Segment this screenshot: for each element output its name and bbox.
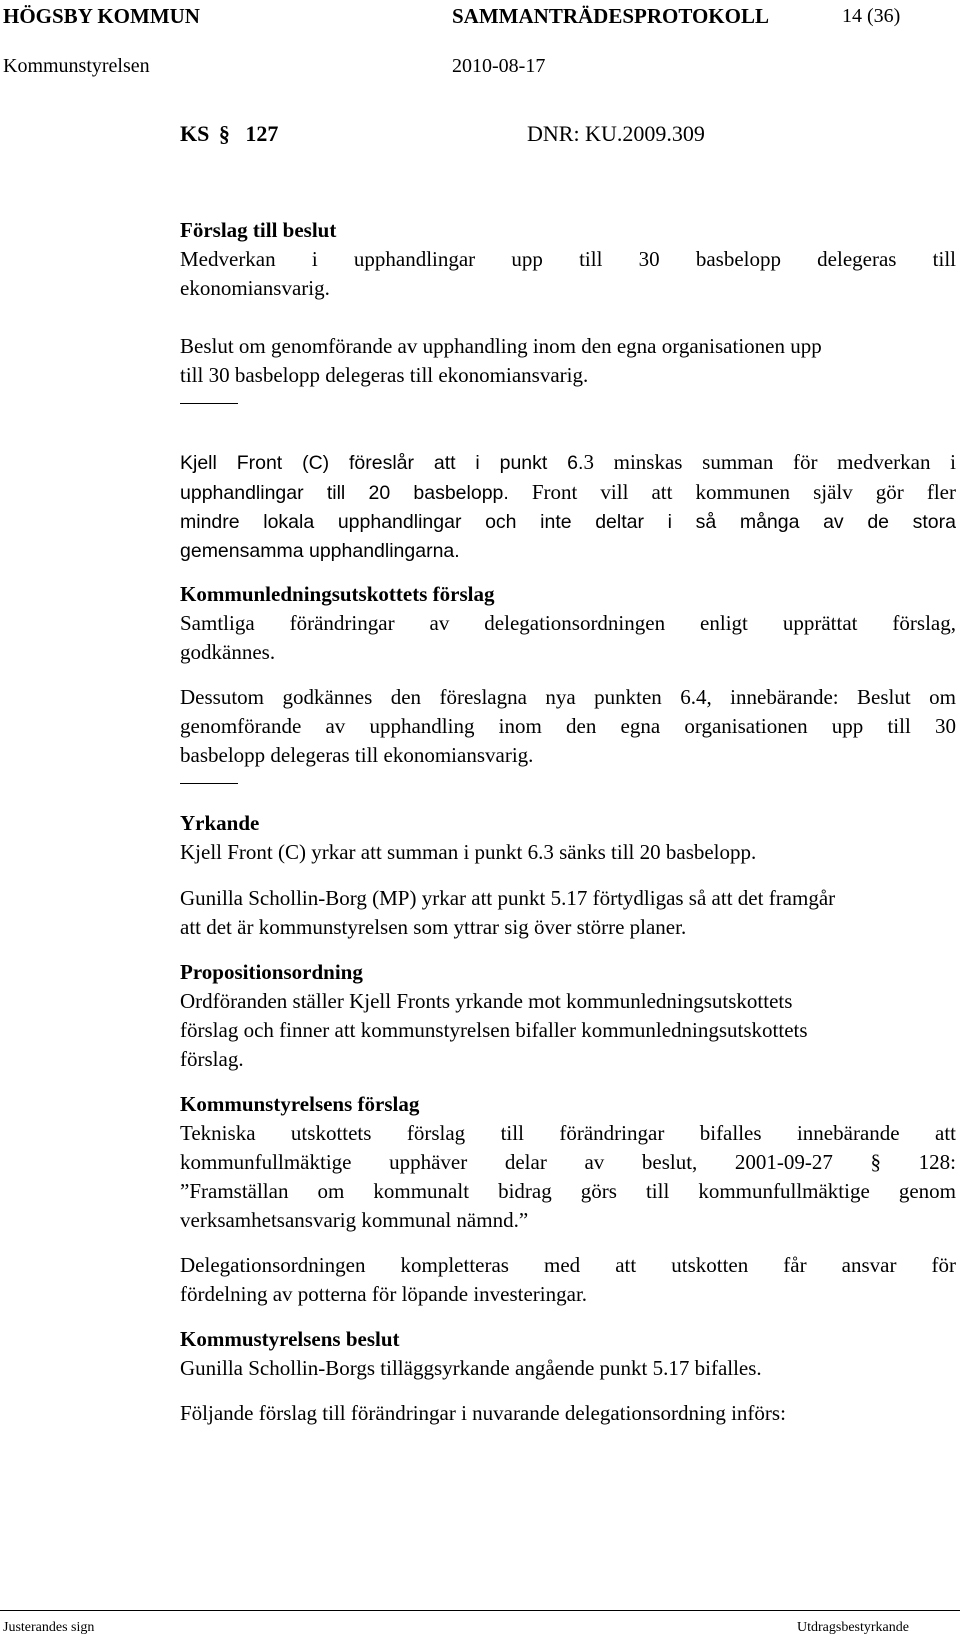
- paragraph-line: Samtliga förändringar av delegationsordningen enligt upprättat förslag,: [180, 611, 956, 635]
- heading-proposal: Förslag till beslut: [180, 218, 337, 242]
- footer-signature-label: Justerandes sign: [3, 1620, 95, 1635]
- paragraph-line: Kjell Front (C) föreslår att i punkt 6.3 minskas summan för medverkan i: [180, 450, 956, 474]
- meeting-date: 2010-08-17: [452, 55, 546, 77]
- paragraph-line: att det är kommunstyrelsen som yttrar sig över större planer.: [180, 915, 687, 939]
- paragraph-line: verksamhetsansvarig kommunal nämnd.”: [180, 1208, 529, 1232]
- paragraph-line: fördelning av potterna för löpande investeringar.: [180, 1282, 588, 1306]
- paragraph-line: mindre lokala upphandlingar och inte deltar i så många av de stora: [180, 511, 956, 533]
- heading-committee-proposal: Kommunledningsutskottets förslag: [180, 582, 495, 606]
- paragraph-line: kommunfullmäktige upphäver delar av beslut, 2001-09-27 § 128:: [180, 1150, 956, 1174]
- paragraph-line: godkännes.: [180, 640, 276, 664]
- paragraph-line: upphandlingar till 20 basbelopp. Front vill att kommunen själv gör fler: [180, 480, 956, 504]
- page-number: 14 (36): [842, 5, 901, 27]
- paragraph-line: förslag.: [180, 1047, 244, 1071]
- case-label: KS: [180, 121, 210, 146]
- separator-rule: [180, 783, 238, 784]
- diary-number: DNR: KU.2009.309: [527, 121, 705, 146]
- paragraph-line: Ordföranden ställer Kjell Fronts yrkande mot kommunledningsutskottets: [180, 989, 793, 1013]
- heading-proposition-order: Propositionsordning: [180, 960, 363, 984]
- heading-motion: Yrkande: [180, 811, 260, 835]
- paragraph-line: Dessutom godkännes den föreslagna nya punkten 6.4, innebärande: Beslut om: [180, 685, 956, 709]
- paragraph-line: förslag och finner att kommunstyrelsen bifaller kommunledningsutskottets: [180, 1018, 808, 1042]
- paragraph-line: Gunilla Schollin-Borgs tilläggsyrkande angående punkt 5.17 bifalles.: [180, 1356, 762, 1380]
- paragraph-line: Följande förslag till förändringar i nuvarande delegationsordning införs:: [180, 1401, 786, 1425]
- case-number: 127: [245, 121, 279, 146]
- footer-rule: [0, 1610, 960, 1611]
- separator-rule: [180, 403, 238, 404]
- paragraph-line: gemensamma upphandlingarna.: [180, 540, 460, 562]
- document-type: SAMMANTRÄDESPROTOKOLL: [452, 4, 769, 28]
- paragraph-line: basbelopp delegeras till ekonomiansvarig.: [180, 743, 534, 767]
- case-section: [180, 121, 278, 147]
- paragraph-line: Kjell Front (C) yrkar att summan i punkt 6.3 sänks till 20 basbelopp.: [180, 840, 757, 864]
- paragraph-line: till 30 basbelopp delegeras till ekonomiansvarig.: [180, 363, 589, 387]
- paragraph-line: ekonomiansvarig.: [180, 276, 330, 300]
- document-body: [180, 216, 956, 1428]
- paragraph-line: ”Framställan om kommunalt bidrag görs till kommunfullmäktige genom: [180, 1179, 956, 1203]
- paragraph-line: Tekniska utskottets förslag till förändringar bifalles innebärande att: [180, 1121, 956, 1145]
- committee-name: Kommunstyrelsen: [3, 55, 150, 77]
- paragraph-line: Medverkan i upphandlingar upp till 30 basbelopp delegeras till: [180, 247, 956, 271]
- heading-board-decision: Kommustyrelsens beslut: [180, 1327, 400, 1351]
- footer-extract-label: Utdragsbestyrkande: [797, 1620, 909, 1635]
- paragraph-line: Gunilla Schollin-Borg (MP) yrkar att punkt 5.17 förtydligas så att det framgår: [180, 886, 836, 910]
- section-sign: §: [218, 121, 230, 146]
- paragraph-line: genomförande av upphandling inom den egna organisationen upp till 30: [180, 714, 956, 738]
- paragraph-line: Delegationsordningen kompletteras med att utskotten får ansvar för: [180, 1253, 956, 1277]
- municipality-name: HÖGSBY KOMMUN: [3, 4, 200, 28]
- paragraph-line: Beslut om genomförande av upphandling inom den egna organisationen upp: [180, 334, 822, 358]
- heading-board-proposal: Kommunstyrelsens förslag: [180, 1092, 420, 1116]
